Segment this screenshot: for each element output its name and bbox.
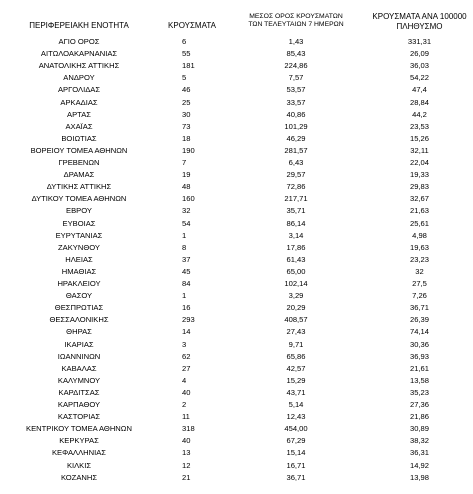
average-cell: 217,71 (284, 194, 308, 204)
table-row (0, 98, 473, 108)
region-cell: ΗΛΕΙΑΣ (65, 254, 93, 264)
per100k-cell: 7,26 (412, 291, 427, 301)
per100k-cell: 74,14 (409, 327, 429, 337)
cases-cell: 55 (182, 49, 191, 59)
average-cell: 17,86 (286, 242, 306, 252)
region-cell: ΑΙΤΩΛΟΑΚΑΡΝΑΝΙΑΣ (40, 49, 118, 59)
per100k-cell: 30,89 (409, 424, 429, 434)
table-row (0, 352, 473, 362)
region-cell: ΘΕΣΠΡΩΤΙΑΣ (54, 303, 104, 313)
per100k-cell: 54,22 (409, 73, 429, 83)
per100k-cell: 19,63 (409, 242, 429, 252)
cases-cell: 40 (182, 387, 191, 397)
cases-cell: 160 (182, 194, 195, 204)
region-cell: ΗΜΑΘΙΑΣ (61, 266, 97, 276)
table-row (0, 448, 473, 458)
average-cell: 27,43 (286, 327, 306, 337)
region-cell: ΑΓΙΟ ΟΡΟΣ (58, 37, 100, 46)
average-cell: 12,43 (286, 412, 306, 422)
table-row (0, 134, 473, 144)
per100k-cell: 21,86 (409, 412, 429, 422)
per100k-cell: 21,63 (409, 206, 429, 216)
per100k-cell: 36,93 (409, 351, 429, 361)
region-cell: ΚΕΦΑΛΛΗΝΙΑΣ (51, 448, 107, 458)
average-cell: 43,71 (286, 387, 306, 397)
region-cell: ΕΥΒΟΙΑΣ (62, 218, 96, 228)
per100k-cell: 15,26 (409, 133, 429, 143)
region-cell: ΔΡΑΜΑΣ (63, 170, 95, 180)
region-cell: ΑΝΑΤΟΛΙΚΗΣ ΑΤΤΙΚΗΣ (38, 61, 120, 71)
table-row (0, 146, 473, 156)
cases-cell: 27 (182, 363, 191, 373)
region-cell: ΑΡΤΑΣ (67, 109, 91, 119)
table-row (0, 219, 473, 229)
per100k-cell: 21,61 (409, 363, 429, 373)
table-row (0, 279, 473, 289)
average-cell: 33,57 (286, 97, 306, 107)
table-row (0, 206, 473, 216)
cases-cell: 1 (182, 230, 187, 240)
average-cell: 5,14 (288, 400, 304, 409)
average-cell: 9,71 (288, 339, 304, 349)
per100k-cell: 19,33 (409, 170, 429, 180)
region-cell: ΔΥΤΙΚΗΣ ΑΤΤΙΚΗΣ (46, 182, 112, 192)
table-row (0, 73, 473, 83)
per100k-cell: 36,03 (409, 61, 429, 71)
table-row (0, 49, 473, 59)
per100k-cell: 47,4 (412, 85, 427, 95)
per100k-cell: 36,31 (409, 448, 429, 458)
cases-cell: 6 (182, 37, 187, 46)
per100k-cell: 32 (415, 266, 424, 276)
cases-cell: 12 (182, 460, 191, 470)
cases-cell: 48 (182, 182, 191, 192)
table-row (0, 436, 473, 446)
header-7day-average (226, 13, 366, 29)
table-row (0, 291, 473, 301)
cases-cell: 54 (182, 218, 191, 228)
average-cell: 85,43 (286, 49, 306, 59)
average-cell: 20,29 (286, 303, 306, 313)
table-row (0, 388, 473, 398)
region-cell: ΚΟΖΑΝΗΣ (60, 472, 98, 482)
average-cell: 224,86 (284, 61, 308, 71)
average-cell: 3,14 (288, 230, 304, 240)
cases-cell: 46 (182, 85, 191, 95)
average-cell: 16,71 (286, 460, 306, 470)
cases-cell: 30 (182, 109, 191, 119)
table-row (0, 473, 473, 483)
per100k-cell: 29,83 (409, 182, 429, 192)
average-cell: 15,29 (286, 375, 306, 385)
per100k-cell: 35,23 (409, 387, 429, 397)
per100k-cell: 32,11 (410, 145, 429, 155)
table-row (0, 122, 473, 132)
per100k-cell: 25,61 (409, 218, 429, 228)
region-cell: ΚΙΛΚΙΣ (66, 460, 92, 470)
table-row (0, 61, 473, 71)
table-row (0, 327, 473, 337)
region-cell: ΚΑΡΠΑΘΟΥ (57, 400, 101, 409)
average-cell: 65,86 (286, 351, 306, 361)
average-cell: 86,14 (286, 218, 306, 228)
per100k-cell: 331,31 (407, 37, 432, 46)
per100k-cell: 26,39 (409, 315, 429, 325)
table-row (0, 315, 473, 325)
cases-cell: 4 (182, 375, 187, 385)
per100k-cell: 22,04 (409, 158, 429, 167)
header-7day-average-line2: ΤΩΝ ΤΕΛΕΥΤΑΙΩΝ 7 ΗΜΕΡΩΝ (248, 21, 344, 28)
cases-cell: 25 (182, 97, 191, 107)
per100k-cell: 32,67 (409, 194, 429, 204)
region-cell: ΑΡΓΟΛΙΔΑΣ (57, 85, 101, 95)
table-row (0, 182, 473, 192)
per100k-cell: 36,71 (409, 303, 429, 313)
table-row (0, 255, 473, 265)
cases-cell: 18 (182, 133, 191, 143)
cases-cell: 1 (182, 291, 187, 301)
table-row (0, 231, 473, 241)
region-cell: ΚΑΣΤΟΡΙΑΣ (57, 412, 101, 422)
per100k-cell: 13,58 (409, 375, 429, 385)
cases-cell: 2 (182, 400, 187, 409)
cases-cell: 73 (182, 121, 191, 131)
region-cell: ΑΡΚΑΔΙΑΣ (60, 97, 98, 107)
per100k-cell: 38,32 (409, 436, 429, 446)
average-cell: 102,14 (284, 279, 308, 288)
region-cell: ΚΑΡΔΙΤΣΑΣ (58, 387, 100, 397)
average-cell: 408,57 (284, 315, 308, 325)
per100k-cell: 44,2 (412, 109, 427, 119)
cases-cell: 37 (182, 254, 191, 264)
per100k-cell: 23,53 (409, 121, 429, 131)
average-cell: 53,57 (286, 85, 306, 95)
region-cell: ΙΚΑΡΙΑΣ (64, 339, 94, 349)
table-row (0, 364, 473, 374)
average-cell: 7,57 (288, 73, 304, 83)
table-row (0, 170, 473, 180)
cases-cell: 3 (182, 339, 187, 349)
average-cell: 40,86 (286, 109, 306, 119)
region-cell: ΘΗΡΑΣ (66, 327, 92, 337)
per100k-cell: 26,09 (409, 49, 429, 59)
per100k-cell: 23,23 (409, 254, 429, 264)
cases-cell: 8 (182, 242, 187, 252)
average-cell: 61,43 (286, 254, 306, 264)
region-cell: ΖΑΚΥΝΘΟΥ (58, 242, 100, 252)
region-cell: ΚΕΡΚΥΡΑΣ (59, 436, 99, 446)
header-7day-average-line1: ΜΕΣΟΣ ΟΡΟΣ ΚΡΟΥΣΜΑΤΩΝ (249, 13, 343, 20)
per100k-cell: 28,84 (409, 97, 429, 107)
table-row (0, 461, 473, 471)
table-row (0, 243, 473, 253)
cases-cell: 62 (182, 351, 191, 361)
cases-cell: 190 (182, 145, 195, 155)
average-cell: 6,43 (288, 158, 304, 167)
region-cell: ΔΥΤΙΚΟΥ ΤΟΜΕΑ ΑΘΗΝΩΝ (31, 194, 127, 204)
table-row (0, 194, 473, 204)
cases-cell: 40 (182, 436, 191, 446)
cases-cell: 11 (182, 412, 190, 422)
cases-cell: 45 (182, 266, 191, 276)
table-row (0, 412, 473, 422)
per100k-cell: 13,98 (409, 472, 429, 482)
cases-cell: 14 (182, 327, 191, 337)
cases-cell: 181 (182, 61, 195, 71)
average-cell: 67,29 (286, 436, 306, 446)
average-cell: 1,43 (288, 37, 304, 46)
header-cases-per-100k (366, 12, 473, 32)
region-cell: ΑΧΑΪΑΣ (65, 121, 93, 131)
region-cell: ΚΑΛΥΜΝΟΥ (57, 375, 101, 385)
cases-cell: 16 (182, 303, 191, 313)
table-row (0, 158, 473, 168)
cases-cell: 13 (182, 448, 191, 458)
table-row (0, 303, 473, 313)
cases-cell: 7 (182, 158, 187, 167)
average-cell: 46,29 (286, 133, 306, 143)
table-row (0, 340, 473, 350)
average-cell: 36,71 (286, 472, 306, 482)
average-cell: 72,86 (286, 182, 306, 192)
average-cell: 15,14 (286, 448, 306, 458)
cases-cell: 32 (182, 206, 191, 216)
cases-cell: 21 (182, 472, 191, 482)
average-cell: 101,29 (284, 121, 308, 131)
table-row (0, 400, 473, 410)
region-cell: ΘΕΣΣΑΛΟΝΙΚΗΣ (49, 315, 109, 325)
cases-cell: 84 (182, 279, 191, 288)
region-cell: ΗΡΑΚΛΕΙΟΥ (57, 279, 101, 288)
per100k-cell: 27,5 (412, 279, 427, 288)
region-cell: ΓΡΕΒΕΝΩΝ (58, 158, 100, 167)
region-cell: ΒΟΙΩΤΙΑΣ (61, 133, 97, 143)
table-row (0, 110, 473, 120)
cases-cell: 293 (182, 315, 195, 325)
table-row (0, 267, 473, 277)
region-cell: ΕΥΡΥΤΑΝΙΑΣ (55, 230, 103, 240)
table-row (0, 85, 473, 95)
region-cell: ΚΑΒΑΛΑΣ (61, 363, 97, 373)
region-cell: ΒΟΡΕΙΟΥ ΤΟΜΕΑ ΑΘΗΝΩΝ (30, 145, 128, 155)
region-cell: ΕΒΡΟΥ (66, 206, 92, 216)
region-cell: ΑΝΔΡΟΥ (63, 73, 95, 83)
per100k-cell: 30,36 (409, 339, 429, 349)
per100k-cell: 27,36 (409, 400, 429, 409)
average-cell: 281,57 (284, 145, 308, 155)
header-cases-per-100k-line2: ΠΛΗΘΥΣΜΟ (396, 22, 443, 31)
cases-cell: 19 (182, 170, 191, 180)
header-cases: ΚΡΟΥΣΜΑΤΑ (168, 21, 216, 30)
header-cases-per-100k-line1: ΚΡΟΥΣΜΑΤΑ ΑΝΑ 100000 (372, 12, 467, 21)
region-cell: ΘΑΣΟΥ (65, 291, 93, 301)
per100k-cell: 4,98 (412, 230, 427, 240)
header-region: ΠΕΡΙΦΕΡΕΙΑΚΗ ΕΝΟΤΗΤΑ (29, 21, 129, 30)
average-cell: 454,00 (284, 424, 308, 434)
table-row (0, 424, 473, 434)
cases-cell: 318 (182, 424, 195, 434)
average-cell: 42,57 (286, 363, 306, 373)
region-cell: ΙΩΑΝΝΙΝΩΝ (57, 351, 101, 361)
cases-cell: 5 (182, 73, 187, 83)
average-cell: 65,00 (286, 266, 306, 276)
average-cell: 3,29 (288, 291, 304, 301)
table-row (0, 376, 473, 386)
table-row (0, 37, 473, 47)
average-cell: 29,57 (286, 170, 306, 180)
per100k-cell: 14,92 (409, 460, 429, 470)
region-cell: ΚΕΝΤΡΙΚΟΥ ΤΟΜΕΑ ΑΘΗΝΩΝ (26, 424, 132, 434)
average-cell: 35,71 (286, 206, 306, 216)
